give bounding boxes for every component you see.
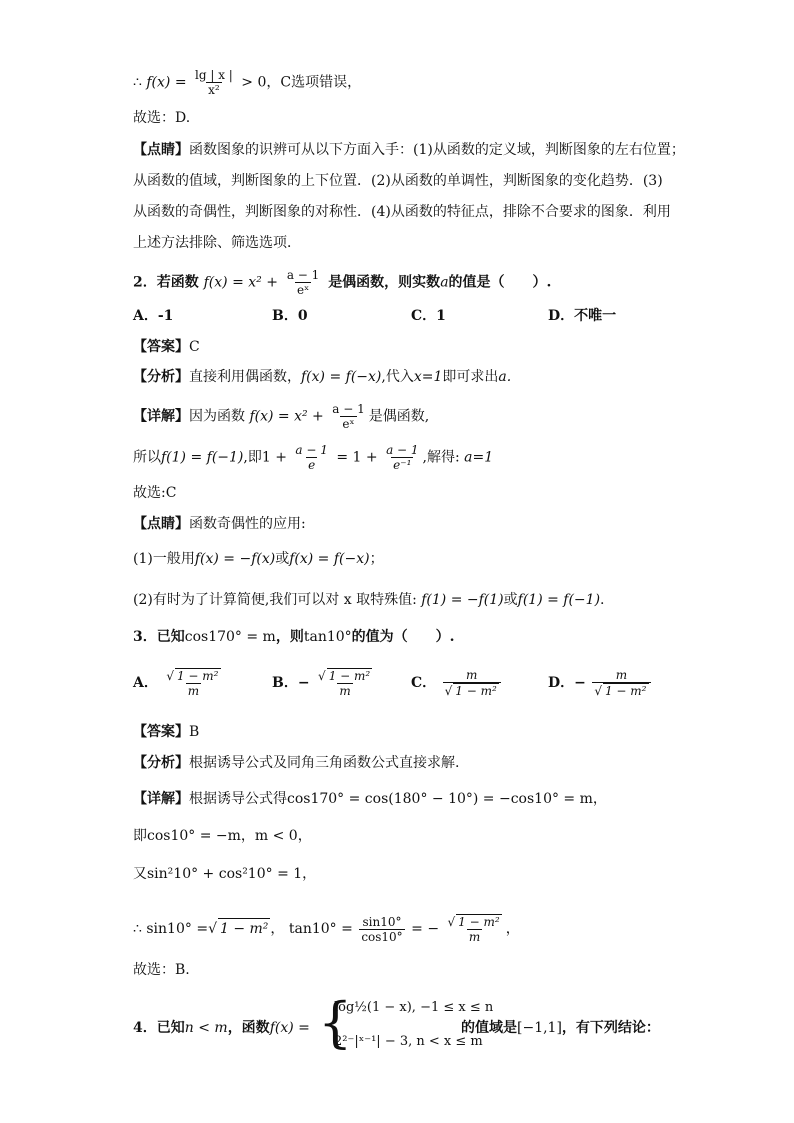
- frac-num: a − 1: [286, 268, 320, 282]
- text: 2．若函数: [133, 274, 199, 291]
- math: 1 +: [261, 449, 287, 466]
- text: ，: [270, 921, 285, 937]
- tag: 【分析】: [133, 755, 189, 771]
- math: f(1) = f(−1): [161, 449, 244, 466]
- math: f(x) = f(−x): [301, 369, 382, 385]
- math: = 1 +: [336, 449, 378, 466]
- fraction: $\frac{\text{√ 1 − m²}}{m}$: [318, 669, 371, 698]
- fraction-lg-x: [193, 68, 235, 97]
- math: cos10° = −m，m < 0: [147, 828, 298, 844]
- text: ，函数: [227, 1020, 270, 1036]
- math: sin10° =: [146, 921, 209, 937]
- tag: 【详解】: [133, 408, 189, 425]
- math: f(1) = f(−1): [517, 592, 601, 608]
- q2-pick: 故选:C: [133, 485, 177, 501]
- text: 或: [503, 592, 518, 608]
- text: ，C选项错误，: [266, 74, 362, 91]
- text: ；: [369, 551, 384, 567]
- fraction: [293, 443, 329, 472]
- q2-option-a: A．-1: [133, 308, 174, 324]
- frac-num: a − 1: [295, 443, 328, 457]
- q2-dianjing-2: [133, 590, 604, 610]
- sqrt-body: 1 − m²: [328, 669, 371, 683]
- answer-value: B: [189, 724, 200, 740]
- text: ,即: [243, 449, 262, 466]
- tag: 【点睛】: [133, 516, 189, 532]
- sqrt-body: 1 − m²: [455, 684, 497, 698]
- frac-den: e: [308, 458, 316, 472]
- text: 根据诱导公式得: [189, 791, 287, 807]
- text: ，: [592, 791, 607, 807]
- sqrt-body: 1 − m²: [176, 669, 219, 683]
- frac-den: eˣ: [342, 417, 355, 431]
- sqrt-body: 1 − m²: [604, 684, 647, 698]
- frac-num: a − 1: [332, 402, 365, 416]
- frac-den: m: [187, 684, 200, 698]
- math: n < m: [184, 1020, 228, 1036]
- q3-option-d: [548, 668, 653, 698]
- brace-symbol: {: [318, 991, 353, 1054]
- q3-analysis: [133, 753, 459, 773]
- frac-den: m: [339, 684, 351, 698]
- option-label: A．: [133, 675, 158, 691]
- frac-den: eˣ: [296, 283, 310, 297]
- q3-option-c: [411, 668, 503, 698]
- math: tan10° =: [288, 921, 353, 937]
- q2-analysis: [133, 367, 511, 387]
- math: x=1: [413, 369, 443, 385]
- frac-num: m: [615, 668, 628, 682]
- frac-num: lg | x |: [195, 68, 233, 82]
- frac-den: cos10°: [361, 929, 403, 944]
- text: 的值为（ ）.: [351, 629, 455, 645]
- fraction: $\frac{m}{\text{√ 1 − m²}}$: [592, 668, 650, 698]
- frac-den: e⁻¹: [393, 458, 412, 472]
- text: ,解得:: [422, 449, 460, 466]
- math: cos170° = cos(180° − 10°) = −cos10° = m: [287, 791, 593, 807]
- q2-dianjing-1: [133, 549, 384, 569]
- math: f(x) = x² +: [249, 408, 324, 425]
- q2-stem: [133, 268, 551, 297]
- frac-num: m: [466, 668, 478, 682]
- text: (1)一般用: [133, 551, 195, 567]
- text: 函数图象的识辨可从以下方面入手：(1)从函数的定义域，判断图象的左右位置；: [189, 142, 685, 158]
- q3-answer: [133, 722, 199, 742]
- math: f(x) = x² +: [203, 274, 278, 291]
- q4-stem-left: [133, 1018, 310, 1038]
- dianjing-line-2: 从函数的值域，判断图象的上下位置．(2)从函数的单调性，判断图象的变化趋势．(3): [133, 173, 663, 189]
- text: 根据诱导公式及同角三角函数公式直接求解.: [189, 755, 460, 771]
- therefore-symbol: ∴: [133, 921, 142, 937]
- piece-1: log½(1 − x), −1 ≤ x ≤ n: [334, 1000, 494, 1015]
- q3-step-2: [133, 864, 316, 884]
- text: 的值是（ ）.: [448, 274, 552, 291]
- math: = −: [411, 921, 440, 937]
- tag: 【分析】: [133, 369, 189, 385]
- option-label: B．−: [272, 675, 310, 691]
- math-fx: f(x) =: [146, 74, 187, 91]
- fraction: [359, 915, 404, 944]
- dianjing-line-4: 上述方法排除、筛选选项．: [133, 235, 301, 251]
- text: 即可求出: [442, 369, 499, 385]
- fraction: $\frac{\text{√ 1 − m²}}{m}$: [447, 915, 500, 944]
- q4-stem-right: [461, 1018, 660, 1038]
- text: 或: [275, 551, 290, 567]
- math: [−1,1]: [517, 1020, 562, 1036]
- math: a: [440, 274, 449, 291]
- text: ，: [297, 828, 312, 844]
- text: ，: [505, 921, 520, 937]
- q2-option-d: D．不唯一: [548, 308, 617, 324]
- math-gt: > 0: [241, 74, 267, 91]
- text: ,代入: [381, 369, 414, 385]
- q3-detail: [133, 789, 607, 809]
- fraction: $\frac{\text{√ 1 − m²}}{m}$: [166, 669, 219, 698]
- tag: 【点睛】: [133, 142, 189, 158]
- piece-2: 2²⁻|ˣ⁻¹| − 3, n < x ≤ m: [334, 1034, 483, 1049]
- sqrt-body: 1 − m²: [458, 915, 500, 929]
- q3-pick: 故选：B.: [133, 962, 190, 978]
- conclusion-line: [133, 68, 361, 97]
- fraction: [285, 268, 321, 297]
- answer-value: C: [189, 339, 200, 355]
- dianjing-line-1: [133, 140, 685, 160]
- q3-option-b: [272, 668, 376, 698]
- text: 即: [133, 828, 147, 844]
- text: ，: [302, 866, 317, 882]
- option-label: C．: [411, 675, 437, 691]
- pick-line: 故选：D.: [133, 110, 191, 126]
- text: 因为函数: [189, 408, 245, 425]
- q2-option-b: B．0: [272, 308, 308, 324]
- math: tan10°: [303, 629, 352, 645]
- q2-option-c: C．1: [411, 308, 446, 324]
- math: a=1: [464, 449, 494, 466]
- math: a.: [498, 369, 512, 385]
- math: f(x) = −f(x): [194, 551, 276, 567]
- text: ，则: [275, 629, 304, 645]
- text: 是偶函数，则实数: [328, 274, 441, 291]
- fraction: $\frac{m}{\text{√ 1 − m²}}$: [443, 668, 501, 698]
- text: .: [600, 592, 605, 608]
- frac-den: x²: [208, 83, 220, 97]
- q2-dianjing: [133, 514, 306, 534]
- text: 函数奇偶性的应用:: [189, 516, 306, 532]
- math: cos170° = m: [184, 629, 276, 645]
- q3-step-1: [133, 826, 312, 846]
- frac-den: m: [468, 930, 481, 944]
- frac-num: a − 1: [386, 443, 419, 457]
- text: 又: [133, 866, 147, 882]
- math: sin²10° + cos²10° = 1: [147, 866, 303, 882]
- text: 3．已知: [133, 629, 185, 645]
- q2-detail: [133, 402, 429, 431]
- q3-option-a: [133, 668, 225, 698]
- q2-solve: [133, 443, 493, 472]
- text: 4．已知: [133, 1020, 185, 1036]
- q3-step-3: ∴ sin10° =√ 1 − m² ， tan10° = $\frac{\sin 10^\circ}{\cos 10^\circ}$ = − $\frac{\text{√ 1 − m²}}{m}$ ，: [133, 914, 520, 944]
- q2-answer: [133, 337, 200, 357]
- frac-num: sin10°: [362, 914, 402, 929]
- sqrt-body: 1 − m²: [218, 918, 270, 939]
- option-label: D．−: [548, 675, 586, 691]
- text: 所以: [133, 449, 161, 466]
- text: 是偶函数,: [368, 408, 430, 425]
- tag: 【详解】: [133, 791, 189, 807]
- math: f(1) = −f(1): [421, 592, 504, 608]
- q3-stem: [133, 627, 455, 647]
- text: ，有下列结论：: [561, 1020, 660, 1036]
- dianjing-line-3: 从函数的奇偶性，判断图象的对称性．(4)从函数的特征点，排除不合要求的图象．利用: [133, 204, 671, 220]
- fraction: [384, 443, 420, 472]
- math: f(x) = f(−x): [289, 551, 370, 567]
- tag: 【答案】: [133, 724, 189, 740]
- text: 直接利用偶函数，: [189, 369, 301, 385]
- fraction: [330, 402, 366, 431]
- text: 的值域是: [461, 1020, 517, 1036]
- therefore-symbol: ∴: [133, 74, 142, 91]
- text: (2)有时为了计算简便,我们可以对 x 取特殊值:: [133, 592, 417, 608]
- tag: 【答案】: [133, 339, 189, 355]
- math: f(x) =: [269, 1020, 310, 1036]
